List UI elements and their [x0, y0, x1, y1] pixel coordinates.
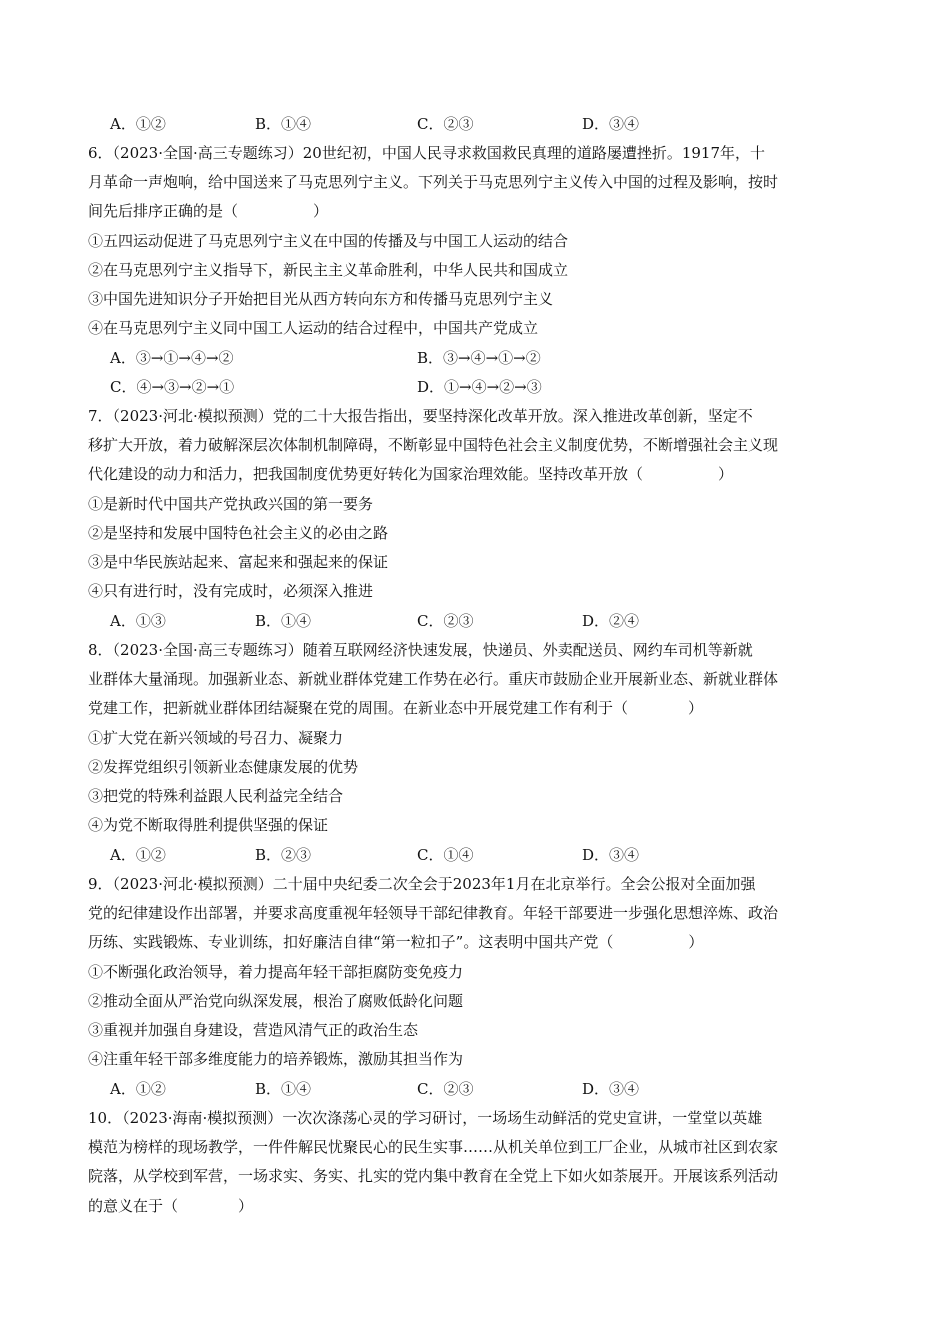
q5-option-b[interactable]: B．①④	[255, 115, 312, 133]
q9-option-c[interactable]: C．②③	[417, 1080, 474, 1098]
q6-options-row-2	[110, 377, 810, 397]
q9-stem-line-1: 9．（2023·河北·模拟预测）二十届中央纪委二次全会于2023年1月在北京举行。全会公报对全面加强	[88, 875, 756, 893]
q5-option-c[interactable]: C．②③	[417, 115, 474, 133]
q7-option-a[interactable]: A．①③	[110, 612, 166, 630]
q8-option-a[interactable]: A．①②	[110, 846, 166, 864]
q8-option-b[interactable]: B．②③	[255, 846, 312, 864]
q6-option-d[interactable]: D．①→④→②→③	[417, 378, 542, 396]
q9-option-a[interactable]: A．①②	[110, 1080, 166, 1098]
q6-stem-line-2: 月革命一声炮响，给中国送来了马克思列宁主义。下列关于马克思列宁主义传入中国的过程及影响，按时	[88, 173, 779, 191]
q6-stem-line-3: 间先后排序正确的是（ ）	[88, 202, 329, 220]
q9-option-b[interactable]: B．①④	[255, 1080, 312, 1098]
q6-item-3: ③中国先进知识分子开始把目光从西方转向东方和传播马克思列宁主义	[88, 290, 554, 308]
q8-option-d[interactable]: D．③④	[582, 846, 640, 864]
q5-options	[110, 114, 810, 134]
q9-item-3: ③重视并加强自身建设，营造风清气正的政治生态	[88, 1021, 419, 1039]
q7-item-3: ③是中华民族站起来、富起来和强起来的保证	[88, 553, 389, 571]
q7-item-1: ①是新时代中国共产党执政兴国的第一要务	[88, 495, 374, 513]
q6-item-2: ②在马克思列宁主义指导下，新民主主义革命胜利，中华人民共和国成立	[88, 261, 569, 279]
q9-options	[110, 1079, 810, 1099]
q6-option-a[interactable]: A．③→①→④→②	[110, 349, 234, 367]
q6-option-b[interactable]: B．③→④→①→②	[417, 349, 541, 367]
q5-option-a[interactable]: A．①②	[110, 115, 166, 133]
q6-item-4: ④在马克思列宁主义同中国工人运动的结合过程中，中国共产党成立	[88, 319, 539, 337]
q8-item-1: ①扩大党在新兴领域的号召力、凝聚力	[88, 729, 344, 747]
q7-item-2: ②是坚持和发展中国特色社会主义的必由之路	[88, 524, 389, 542]
q7-item-4: ④只有进行时，没有完成时，必须深入推进	[88, 582, 374, 600]
q10-stem-line-3: 院落，从学校到军营，一场求实、务实、扎实的党内集中教育在全党上下如火如荼展开。开展该系列活动	[88, 1167, 779, 1185]
q7-stem-line-2: 移扩大开放，着力破解深层次体制机制障碍，不断彰显中国特色社会主义制度优势，不断增强社会主义现	[88, 436, 779, 454]
q7-option-b[interactable]: B．①④	[255, 612, 312, 630]
q6-stem-line-1: 6．（2023·全国·高三专题练习）20世纪初，中国人民寻求救国救民真理的道路屡遭挫折。1917年，十	[88, 144, 766, 162]
q10-stem-line-2: 模范为榜样的现场教学，一件件解民忧聚民心的民生实事……从机关单位到工厂企业，从城市社区到农家	[88, 1138, 779, 1156]
q6-item-1: ①五四运动促进了马克思列宁主义在中国的传播及与中国工人运动的结合	[88, 232, 569, 250]
q9-option-d[interactable]: D．③④	[582, 1080, 640, 1098]
q7-option-c[interactable]: C．②③	[417, 612, 474, 630]
q6-option-c[interactable]: C．④→③→②→①	[110, 378, 235, 396]
q9-item-1: ①不断强化政治领导，着力提高年轻干部拒腐防变免疫力	[88, 963, 464, 981]
q8-item-3: ③把党的特殊利益跟人民利益完全结合	[88, 787, 344, 805]
q10-stem-line-1: 10．（2023·海南·模拟预测）一次次涤荡心灵的学习研讨，一场场生动鲜活的党史宣讲，一堂堂以英雄	[88, 1109, 763, 1127]
q6-options-row-1	[110, 348, 810, 368]
q7-option-d[interactable]: D．②④	[582, 612, 640, 630]
q9-item-4: ④注重年轻干部多维度能力的培养锻炼，激励其担当作为	[88, 1050, 464, 1068]
q8-stem-line-1: 8．（2023·全国·高三专题练习）随着互联网经济快速发展，快递员、外卖配送员、网约车司机等新就	[88, 641, 753, 659]
q9-stem-line-2: 党的纪律建设作出部署，并要求高度重视年轻领导干部纪律教育。年轻干部要进一步强化思想淬炼、政治	[88, 904, 779, 922]
q10-stem-line-4: 的意义在于（ ）	[88, 1197, 254, 1215]
q8-stem-line-2: 业群体大量涌现。加强新业态、新就业群体党建工作势在必行。重庆市鼓励企业开展新业态、新就业群体	[88, 670, 779, 688]
q7-stem-line-1: 7．（2023·河北·模拟预测）党的二十大报告指出，要坚持深化改革开放。深入推进改革创新，坚定不	[88, 407, 753, 425]
q7-stem-line-3: 代化建设的动力和活力，把我国制度优势更好转化为国家治理效能。坚持改革开放（ ）	[88, 465, 734, 483]
q9-stem-line-3: 历练、实践锻炼、专业训练，扣好廉洁自律“第一粒扣子”。这表明中国共产党（ ）	[88, 933, 704, 951]
q8-stem-line-3: 党建工作，把新就业群体团结凝聚在党的周围。在新业态中开展党建工作有利于（ ）	[88, 699, 704, 717]
q8-item-2: ②发挥党组织引领新业态健康发展的优势	[88, 758, 359, 776]
q7-options	[110, 611, 810, 631]
q9-item-2: ②推动全面从严治党向纵深发展，根治了腐败低龄化问题	[88, 992, 464, 1010]
q8-options	[110, 845, 810, 865]
q8-option-c[interactable]: C．①④	[417, 846, 474, 864]
q5-option-d[interactable]: D．③④	[582, 115, 640, 133]
q8-item-4: ④为党不断取得胜利提供坚强的保证	[88, 816, 329, 834]
